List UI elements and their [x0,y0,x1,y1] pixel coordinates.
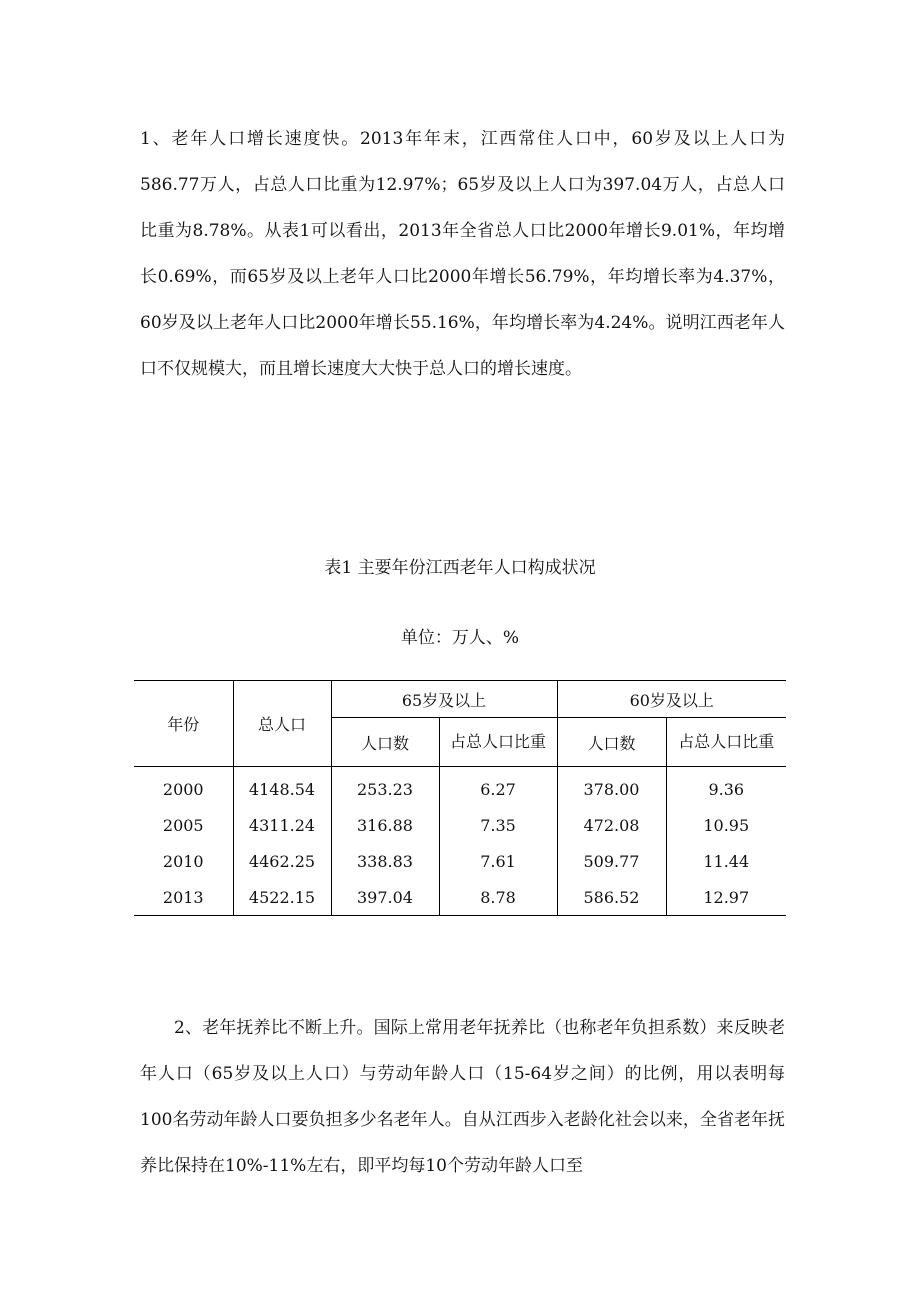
cell-total: 4311.24 [233,807,331,843]
header-count-65: 人口数 [331,718,439,767]
table-row [134,807,786,843]
header-total: 总人口 [233,681,331,767]
cell-count-60: 378.00 [557,767,666,808]
header-year: 年份 [134,681,233,767]
cell-year: 2010 [134,843,233,879]
paragraph-elderly-growth: 1、老年人口增长速度快。2013年年末，江西常住人口中，60岁及以上人口为586.77万人，占总人口比重为12.97%；65岁及以上人口为397.04万人，占总人口比重为8.78%。从表1可以看出，2013年全省总人口比2000年增长9.01%，年均增长0.69%，而65岁及以上老年人口比2000年增长56.79%，年均增长率为4.37%，60岁及以上老年人口比2000年增长55.16%，年均增长率为4.24%。说明江西老年人口不仅规模大，而且增长速度大大快于总人口的增长速度。 [140,129,785,379]
cell-count-60: 509.77 [557,843,666,879]
cell-share-65: 6.27 [439,767,557,808]
cell-year: 2000 [134,767,233,808]
table-row [134,767,786,808]
cell-year: 2013 [134,879,233,916]
table-row [134,879,786,916]
population-table [134,680,786,916]
cell-count-65: 253.23 [331,767,439,808]
cell-count-65: 338.83 [331,843,439,879]
cell-share-60: 9.36 [708,779,745,799]
cell-share-60: 11.44 [703,851,750,871]
cell-share-60: 12.97 [666,879,786,916]
paragraph-dependency-ratio: 2、老年抚养比不断上升。国际上常用老年抚养比（也称老年负担系数）来反映老年人口（65岁及以上人口）与劳动年龄人口（15-64岁之间）的比例，用以表明每100名劳动年龄人口要负担多少名老年人。自从江西步入老龄化社会以来，全省老年抚养比保持在10%-11%左右，即平均每10个劳动年龄人口至 [140,1018,785,1176]
cell-share-65: 8.78 [439,879,557,916]
header-group-60: 60岁及以上 [557,681,786,718]
cell-total: 4462.25 [233,843,331,879]
table-title: 表1 主要年份江西老年人口构成状况 [324,558,596,578]
table-unit: 单位：万人、% [400,628,520,648]
cell-count-60: 586.52 [557,879,666,916]
header-count-60: 人口数 [557,718,666,767]
cell-year: 2005 [134,807,233,843]
cell-share-60: 10.95 [703,815,750,835]
header-group-65: 65岁及以上 [331,681,557,718]
table-row [134,843,786,879]
cell-total: 4522.15 [233,879,331,916]
header-row-groups [134,681,786,718]
header-share-60: 占总人口比重 [666,718,786,767]
cell-share-65: 7.35 [439,807,557,843]
cell-count-65: 316.88 [331,807,439,843]
header-share-65: 占总人口比重 [439,718,557,767]
cell-count-60: 472.08 [557,807,666,843]
cell-total: 4148.54 [233,767,331,808]
cell-share-65: 7.61 [439,843,557,879]
cell-count-65: 397.04 [331,879,439,916]
